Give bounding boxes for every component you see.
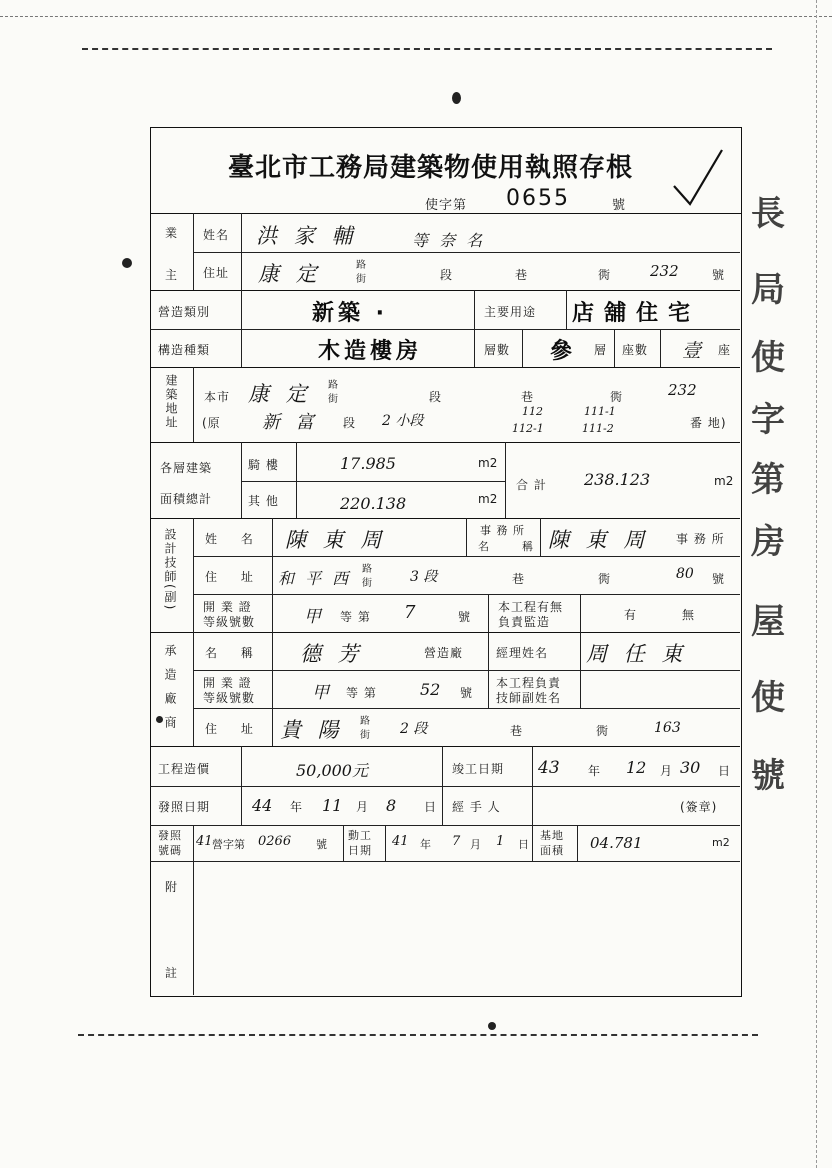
rule [442, 786, 443, 825]
designer-license-bottom: 等級號數 [203, 615, 256, 629]
completion-year: 43 [538, 758, 560, 778]
contractor-license-bottom: 等級號數 [203, 691, 256, 705]
site-orig-district: 新 富 [262, 412, 319, 433]
designer-name-value: 陳 東 周 [285, 528, 387, 552]
designer-license-top: 開 業 證 [203, 600, 252, 614]
struct-value: 木造樓房 [318, 339, 423, 364]
site-orig-label: (原 [202, 416, 221, 430]
base-value: 04.781 [590, 834, 643, 852]
form-title: 臺北市工務局建築物使用執照存根 [228, 153, 634, 183]
owner-addr-label: 住址 [203, 266, 230, 280]
site-road: 康 定 [248, 382, 312, 406]
total-label: 合 計 [516, 478, 547, 492]
site-section-label: 段 [429, 390, 443, 404]
owner-label-top: 業 [165, 226, 179, 240]
owner-addr-road: 康 定 [258, 262, 322, 286]
site-lot-1: 112 [522, 405, 543, 418]
type-label: 營造類別 [158, 305, 211, 319]
rule [466, 518, 467, 556]
scan-speck [488, 1022, 496, 1030]
floors-value: 參 [550, 339, 577, 364]
floors-label: 層數 [484, 343, 511, 357]
total-value: 238.123 [584, 470, 651, 489]
office-label-bottom-right: 稱 [522, 540, 534, 553]
site-label: 建築地址 [164, 374, 178, 430]
designer-name-label: 姓 名 [205, 532, 263, 546]
other-value: 220.138 [340, 494, 407, 513]
other-unit: m2 [478, 492, 498, 506]
site-road-bottom: 街 [328, 394, 339, 405]
base-label-top: 基地 [540, 829, 564, 842]
notes-label-bottom: 註 [165, 966, 179, 980]
rule [580, 594, 581, 632]
manager-label: 經理姓名 [496, 646, 549, 660]
contractor-alley-label: 衖 [596, 724, 610, 738]
site-road-top: 路 [328, 380, 339, 391]
cost-value: 50,000元 [296, 761, 368, 780]
site-lane-label: 巷 [521, 390, 535, 404]
margin-char: 局 [751, 270, 785, 310]
designer-addr-road: 和 平 西 [278, 569, 352, 588]
rule [150, 518, 740, 519]
contractor-license-grade: 甲 [312, 683, 334, 703]
designer-road-bottom: 街 [362, 578, 373, 589]
scan-right-edge [816, 0, 817, 1168]
base-label-bottom: 面積 [540, 844, 564, 857]
rule [540, 518, 541, 556]
engineer-label-top: 本工程負責 [496, 676, 562, 690]
owner-road-top: 路 [356, 260, 367, 271]
rule [343, 825, 344, 861]
rule [474, 329, 475, 367]
margin-char: 使 [751, 678, 785, 718]
blocks-value: 壹 [682, 340, 707, 362]
blocks-label: 座數 [622, 343, 649, 357]
start-year-label: 年 [420, 838, 432, 851]
contractor-road-bottom: 街 [360, 730, 371, 741]
designer-no-label: 號 [712, 572, 726, 586]
rule [522, 329, 523, 367]
permit-label-top: 發照 [158, 829, 182, 842]
contractor-factory-label: 營造廠 [424, 646, 464, 660]
rule [241, 442, 242, 518]
designer-license-suffix: 號 [458, 610, 472, 624]
rule [193, 708, 740, 709]
rule [241, 481, 505, 482]
area-label-bottom: 面積總計 [160, 492, 213, 506]
completion-year-label: 年 [588, 764, 602, 778]
owner-house-no: 232 [650, 262, 679, 280]
margin-char: 第 [751, 460, 785, 500]
number-suffix: 號 [612, 198, 627, 213]
rule [193, 367, 194, 442]
rule [442, 746, 443, 786]
issue-day: 8 [386, 796, 397, 815]
site-house-no: 232 [668, 381, 697, 399]
rule [193, 594, 740, 595]
contractor-name-value: 德 芳 [300, 642, 364, 666]
start-label-bottom: 日期 [348, 844, 372, 857]
completion-day-label: 日 [718, 764, 732, 778]
designer-lane-label: 巷 [512, 572, 526, 586]
supervise-label-top: 本工程有無 [498, 600, 564, 614]
contractor-lane-label: 巷 [510, 724, 524, 738]
issue-year-label: 年 [290, 800, 304, 814]
owner-lane-label: 巷 [515, 268, 529, 282]
rule [193, 670, 740, 671]
rule [193, 632, 194, 746]
supervise-label-bottom: 負責監造 [498, 615, 551, 629]
designer-addr-section: 3 段 [410, 569, 438, 585]
completion-day: 30 [680, 758, 701, 777]
rule [580, 632, 581, 708]
rule [193, 518, 194, 632]
other-label: 其 他 [248, 494, 279, 508]
manager-value: 周 任 東 [586, 642, 688, 666]
start-label-top: 動工 [348, 829, 372, 842]
handler-label: 經 手 人 [452, 800, 501, 814]
start-month: 7 [452, 834, 461, 849]
completion-month-label: 月 [660, 764, 674, 778]
rule [241, 786, 242, 825]
engineer-label-bottom: 技師副姓名 [496, 691, 562, 705]
contractor-addr-label: 住 址 [205, 722, 263, 736]
rule [532, 825, 533, 861]
office-label-bottom-left: 名 [478, 540, 490, 553]
blocks-unit: 座 [718, 343, 732, 357]
site-small-section: 2 小段 [382, 413, 424, 429]
struct-label: 構造種類 [158, 343, 211, 357]
rule [150, 786, 740, 787]
office-label-top: 事 務 所 [480, 524, 525, 537]
rule [193, 825, 194, 861]
start-month-label: 月 [470, 838, 482, 851]
rule [241, 746, 242, 786]
rule [272, 594, 273, 632]
scan-speck [452, 92, 461, 104]
rule [150, 367, 740, 368]
completion-label: 竣工日期 [452, 762, 505, 776]
rule [150, 861, 740, 862]
rule [150, 746, 740, 747]
header-rule [150, 213, 742, 214]
permit-label-bottom: 號碼 [158, 844, 182, 857]
designer-road-top: 路 [362, 564, 373, 575]
form-frame [150, 127, 742, 997]
rule [532, 786, 533, 825]
number-value: 0655 [506, 186, 570, 211]
margin-char: 號 [751, 756, 785, 796]
margin-char: 屋 [751, 602, 785, 642]
issue-month: 11 [322, 796, 343, 815]
issue-day-label: 日 [424, 800, 438, 814]
margin-char: 房 [751, 522, 785, 562]
permit-word-label: 營字第 [212, 838, 245, 851]
office-suffix: 事 務 所 [676, 532, 725, 546]
scan-top-line [0, 16, 832, 17]
contractor-name-label: 名 稱 [205, 646, 263, 660]
owner-road-bottom: 街 [356, 274, 367, 285]
owner-label-bottom: 主 [165, 268, 179, 282]
completion-month: 12 [626, 758, 647, 777]
rule [505, 442, 506, 518]
issue-label: 發照日期 [158, 800, 211, 814]
rule [488, 594, 489, 632]
total-unit: m2 [714, 474, 734, 488]
margin-char: 字 [751, 400, 785, 440]
designer-addr-label: 住 址 [205, 570, 263, 584]
site-alley-label: 衖 [610, 390, 624, 404]
contractor-label: 承造廠商 [163, 644, 177, 740]
scan-speck [122, 258, 132, 268]
rule [614, 329, 615, 367]
contractor-road-top: 路 [360, 716, 371, 727]
scan-bottom-line [78, 1034, 758, 1036]
rule [532, 746, 533, 786]
site-lot-3: 111-1 [584, 405, 616, 418]
start-day: 1 [496, 834, 505, 849]
owner-section-label: 段 [440, 268, 454, 282]
notes-label-top: 附 [165, 880, 179, 894]
designer-alley-label: 衖 [598, 572, 612, 586]
type-value: 新築 · [312, 301, 389, 326]
permit-year: 41 [196, 834, 213, 849]
designer-license-mid: 等 第 [340, 610, 371, 624]
designer-label: 設計技師(副) [163, 528, 177, 612]
rule [385, 825, 386, 861]
designer-house-no: 80 [676, 566, 694, 582]
office-value: 陳 東 周 [548, 528, 650, 552]
rule [474, 290, 475, 329]
start-year: 41 [392, 834, 409, 849]
use-label: 主要用途 [484, 305, 537, 319]
contractor-addr-road: 貴 陽 [280, 718, 344, 742]
use-value: 店舖住宅 [572, 301, 701, 326]
owner-name-value: 洪 家 輔 [256, 224, 358, 248]
scan-top-line-2 [82, 48, 772, 50]
site-city-label: 本市 [204, 390, 231, 404]
owner-alley-label: 衖 [598, 268, 612, 282]
site-lot-4: 111-2 [582, 422, 614, 435]
issue-year: 44 [252, 796, 273, 815]
arcade-label: 騎 樓 [248, 458, 279, 472]
rule [193, 556, 740, 557]
base-unit: m2 [712, 836, 730, 849]
owner-name-extra: 等 奈 名 [412, 231, 486, 250]
arcade-value: 17.985 [340, 454, 396, 473]
margin-char: 使 [751, 338, 785, 378]
start-day-label: 日 [518, 838, 530, 851]
rule [193, 861, 194, 995]
sign-label: (簽章) [680, 800, 718, 814]
rule [150, 329, 740, 330]
rule [272, 632, 273, 746]
contractor-license-suffix: 號 [460, 686, 474, 700]
issue-month-label: 月 [356, 800, 370, 814]
site-lot-label: 番 地) [690, 416, 727, 430]
site-orig-section-label: 段 [343, 416, 357, 430]
site-lot-2: 112-1 [512, 422, 544, 435]
rule [577, 825, 578, 861]
arcade-unit: m2 [478, 456, 498, 470]
cost-label: 工程造價 [158, 762, 211, 776]
supervise-no: 無 [682, 608, 696, 622]
owner-no-label: 號 [712, 268, 726, 282]
permit-number: 0266 [258, 834, 292, 849]
permit-number-suffix: 號 [316, 838, 328, 851]
rule [488, 632, 489, 708]
supervise-yes: 有 [624, 608, 638, 622]
rule [150, 632, 740, 633]
area-label-top: 各層建築 [160, 461, 213, 475]
rule [660, 329, 661, 367]
contractor-license-top: 開 業 證 [203, 676, 252, 690]
rule [150, 290, 740, 291]
rule [296, 442, 297, 518]
owner-name-label: 姓名 [203, 228, 230, 242]
rule [150, 825, 740, 826]
number-label: 使字第 [425, 198, 468, 213]
contractor-addr-section: 2 段 [400, 721, 428, 737]
floors-unit: 層 [594, 343, 608, 357]
contractor-license-no: 52 [420, 680, 441, 699]
rule [150, 442, 740, 443]
margin-char: 長 [751, 194, 785, 234]
designer-license-grade: 甲 [304, 607, 326, 627]
contractor-license-mid: 等 第 [346, 686, 377, 700]
contractor-house-no: 163 [654, 720, 681, 736]
rule [566, 290, 567, 329]
rule [193, 252, 740, 253]
designer-license-no: 7 [404, 602, 421, 623]
